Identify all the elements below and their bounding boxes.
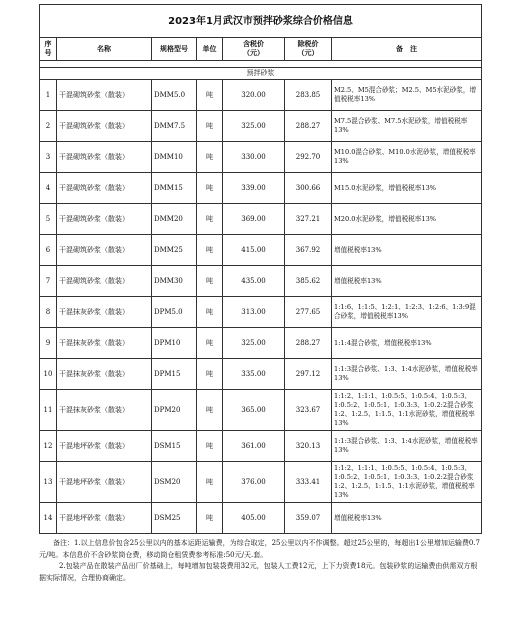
cell-no: 2: [40, 111, 57, 142]
cell-notax-price: 320.13: [285, 431, 332, 462]
cell-spec: DPM10: [152, 328, 197, 359]
cell-no: 5: [40, 204, 57, 235]
cell-note: 1:1:3混合砂浆、1:3、1:4水泥砂浆，增值税税率13%: [332, 359, 482, 390]
cell-spec: DMM30: [152, 266, 197, 297]
cell-unit: 吨: [197, 462, 223, 503]
table-row: [40, 204, 482, 235]
cell-name: 干混砌筑砂浆（散装）: [57, 204, 152, 235]
cell-note: M7.5混合砂浆、M7.5水泥砂浆，增值税税率13%: [332, 111, 482, 142]
cell-tax-price: 339.00: [223, 173, 285, 204]
cell-spec: DMM15: [152, 173, 197, 204]
cell-unit: 吨: [197, 173, 223, 204]
cell-unit: 吨: [197, 142, 223, 173]
cell-tax-price: 330.00: [223, 142, 285, 173]
header-no: 序号: [40, 38, 57, 61]
cell-unit: 吨: [197, 80, 223, 111]
cell-spec: DPM15: [152, 359, 197, 390]
cell-unit: 吨: [197, 235, 223, 266]
cell-tax-price: 320.00: [223, 80, 285, 111]
cell-name: 干混地坪砂浆（散装）: [57, 503, 152, 534]
table-row: [40, 462, 482, 503]
header-tax-price: 含税价 （元）: [223, 38, 285, 61]
header-notax-price: 除税价 （元）: [285, 38, 332, 61]
cell-no: 7: [40, 266, 57, 297]
cell-spec: DMM5.0: [152, 80, 197, 111]
cell-note: 1:1:3混合砂浆、1:3、1:4水泥砂浆，增值税税率13%: [332, 431, 482, 462]
cell-no: 11: [40, 390, 57, 431]
cell-unit: 吨: [197, 431, 223, 462]
cell-note: M20.0水泥砂浆，增值税税率13%: [332, 204, 482, 235]
cell-tax-price: 313.00: [223, 297, 285, 328]
price-sheet: [39, 4, 481, 584]
header-spec: 规格型号: [152, 38, 197, 61]
cell-notax-price: 297.12: [285, 359, 332, 390]
cell-note: 1:1:6、1:1:5、1:2:1、1:2:3、1:2:6、1:3:9混合砂浆，增值税税率13%: [332, 297, 482, 328]
table-row: [40, 142, 482, 173]
cell-name: 干混砌筑砂浆（散装）: [57, 142, 152, 173]
cell-unit: 吨: [197, 111, 223, 142]
section-label: 预拌砂浆: [40, 68, 482, 80]
cell-unit: 吨: [197, 204, 223, 235]
cell-notax-price: 359.07: [285, 503, 332, 534]
cell-unit: 吨: [197, 503, 223, 534]
cell-unit: 吨: [197, 328, 223, 359]
table-row: [40, 80, 482, 111]
cell-name: 干混抹灰砂浆（散装）: [57, 297, 152, 328]
cell-note: 增值税税率13%: [332, 503, 482, 534]
cell-unit: 吨: [197, 297, 223, 328]
cell-notax-price: 277.65: [285, 297, 332, 328]
cell-spec: DSM25: [152, 503, 197, 534]
cell-unit: 吨: [197, 390, 223, 431]
cell-name: 干混地坪砂浆（散装）: [57, 462, 152, 503]
cell-no: 9: [40, 328, 57, 359]
cell-no: 10: [40, 359, 57, 390]
header-name: 名称: [57, 38, 152, 61]
cell-note: M15.0水泥砂浆，增值税税率13%: [332, 173, 482, 204]
cell-name: 干混抹灰砂浆（散装）: [57, 328, 152, 359]
cell-tax-price: 435.00: [223, 266, 285, 297]
cell-name: 干混抹灰砂浆（散装）: [57, 359, 152, 390]
cell-notax-price: 283.85: [285, 80, 332, 111]
cell-name: 干混砌筑砂浆（散装）: [57, 266, 152, 297]
cell-notax-price: 367.92: [285, 235, 332, 266]
cell-name: 干混砌筑砂浆（散装）: [57, 173, 152, 204]
header-unit: 单位: [197, 38, 223, 61]
cell-tax-price: 405.00: [223, 503, 285, 534]
cell-name: 干混地坪砂浆（散装）: [57, 431, 152, 462]
cell-name: 干混砌筑砂浆（散装）: [57, 80, 152, 111]
cell-notax-price: 300.66: [285, 173, 332, 204]
spacer-row: [40, 61, 482, 68]
header-note: 备 注: [332, 38, 482, 61]
cell-name: 干混砌筑砂浆（散装）: [57, 235, 152, 266]
footnote-2: 2.包装产品在散装产品出厂价基础上，每吨增加包装袋费用32元，包装人工费12元，上下力资费18元。包装砂浆的运输费由供需双方根据实际情况，合理协商确定。: [39, 562, 478, 582]
section-row: [40, 68, 482, 80]
cell-note: 1:1:2、1:1:1、1:0.5:5、1:0.5:4、1:0.5:3、1:0.5:2、1:0.5:1、1:0.3:3、1:0.2:2混合砂浆 1:2、1:2.5、1:1.5、1:1水泥砂浆，增值税税率13%: [332, 462, 482, 503]
cell-notax-price: 288.27: [285, 111, 332, 142]
table-row: [40, 503, 482, 534]
cell-notax-price: 333.41: [285, 462, 332, 503]
table-title: 2023年1月武汉市预拌砂浆综合价格信息: [40, 5, 482, 38]
cell-no: 4: [40, 173, 57, 204]
cell-tax-price: 361.00: [223, 431, 285, 462]
cell-notax-price: 385.62: [285, 266, 332, 297]
cell-tax-price: 325.00: [223, 328, 285, 359]
cell-spec: DPM20: [152, 390, 197, 431]
cell-note: M10.0混合砂浆、M10.0水泥砂浆，增值税税率13%: [332, 142, 482, 173]
table-row: [40, 266, 482, 297]
cell-notax-price: 292.70: [285, 142, 332, 173]
header-row: [40, 38, 482, 61]
table-row: [40, 235, 482, 266]
cell-spec: DMM20: [152, 204, 197, 235]
cell-tax-price: 365.00: [223, 390, 285, 431]
table-row: [40, 111, 482, 142]
cell-tax-price: 376.00: [223, 462, 285, 503]
cell-no: 13: [40, 462, 57, 503]
table-row: [40, 328, 482, 359]
cell-no: 3: [40, 142, 57, 173]
cell-no: 1: [40, 80, 57, 111]
cell-no: 8: [40, 297, 57, 328]
cell-tax-price: 325.00: [223, 111, 285, 142]
cell-note: 1:1:2、1:1:1、1:0.5:5、1:0.5:4、1:0.5:3、1:0.5:2、1:0.5:1、1:0.3:3、1:0.2:2混合砂浆 1:2、1:2.5、1:1.5、1:1水泥砂浆，增值税税率13%: [332, 390, 482, 431]
cell-note: 1:1:4混合砂浆，增值税税率13%: [332, 328, 482, 359]
cell-notax-price: 327.21: [285, 204, 332, 235]
cell-name: 干混抹灰砂浆（散装）: [57, 390, 152, 431]
cell-no: 12: [40, 431, 57, 462]
cell-unit: 吨: [197, 359, 223, 390]
footnote-1: 备注：1.以上信息价包含25公里以内的基本运距运输费，为综合取定，25公里以内不作调整。超过25公里的，每超出1公里增加运输费0.7元/吨。本信息价不含砂浆筒仓费，移动筒仓租赁费参考标准:50元/天.套。: [39, 539, 480, 559]
cell-notax-price: 288.27: [285, 328, 332, 359]
cell-tax-price: 415.00: [223, 235, 285, 266]
table-body: [40, 80, 482, 534]
table-row: [40, 359, 482, 390]
cell-spec: DMM10: [152, 142, 197, 173]
cell-tax-price: 369.00: [223, 204, 285, 235]
cell-spec: DSM20: [152, 462, 197, 503]
cell-note: 增值税税率13%: [332, 235, 482, 266]
cell-unit: 吨: [197, 266, 223, 297]
cell-notax-price: 323.67: [285, 390, 332, 431]
cell-no: 6: [40, 235, 57, 266]
table-row: [40, 390, 482, 431]
table-row: [40, 173, 482, 204]
cell-spec: DMM7.5: [152, 111, 197, 142]
cell-spec: DPM5.0: [152, 297, 197, 328]
cell-spec: DSM15: [152, 431, 197, 462]
cell-spec: DMM25: [152, 235, 197, 266]
table-row: [40, 297, 482, 328]
cell-note: 增值税税率13%: [332, 266, 482, 297]
cell-name: 干混砌筑砂浆（散装）: [57, 111, 152, 142]
table-row: [40, 431, 482, 462]
cell-tax-price: 335.00: [223, 359, 285, 390]
cell-note: M2.5、M5混合砂浆；M2.5、M5水泥砂浆，增值税税率13%: [332, 80, 482, 111]
cell-no: 14: [40, 503, 57, 534]
price-table: [39, 4, 482, 534]
footnotes: [39, 538, 481, 584]
